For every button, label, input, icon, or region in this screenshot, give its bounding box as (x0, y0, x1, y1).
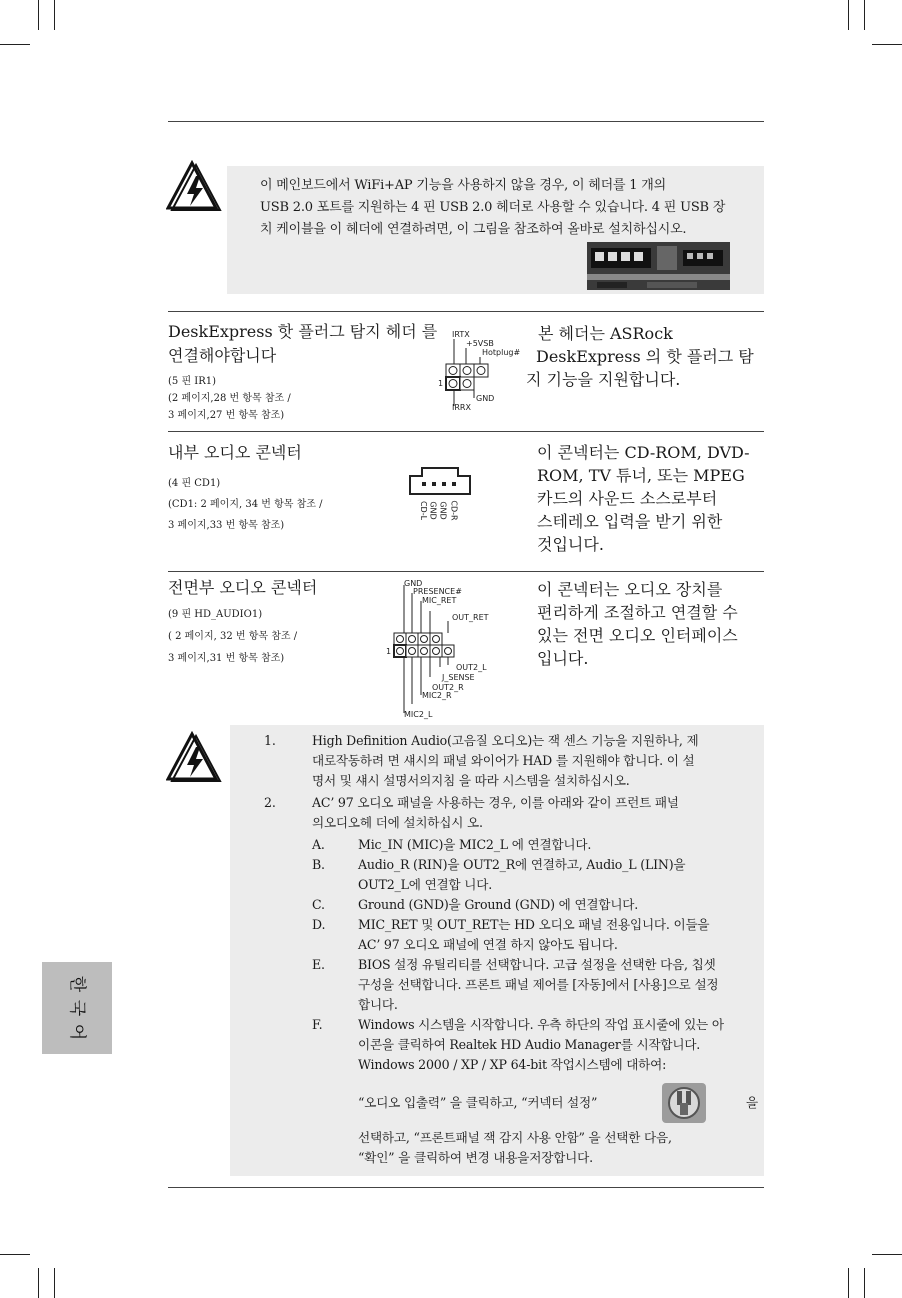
dx-title-line1: DeskExpress 핫 플러그 탐지 헤더 를 (168, 322, 438, 341)
text-line: High Definition Audio(고음질 오디오)는 잭 센스 기능을 지원하나, 제 (312, 733, 699, 748)
note-number: 2. (264, 795, 276, 810)
pin-mic2-l: MIC2_L (404, 710, 433, 719)
text-line: Mic_IN (MIC)을 MIC2_L 에 연결합니다. (358, 837, 592, 852)
pin-gnd: GND (404, 579, 423, 588)
rule-dx (168, 311, 764, 312)
cd-sub (168, 473, 428, 536)
cd-desc-line: 카드의 사운드 소스로부터 (537, 489, 718, 508)
cd-sub-line: (4 핀 CD1) (168, 478, 221, 489)
note-2-items (312, 835, 764, 1075)
side-language-tab (42, 962, 112, 1054)
text-line: AC’ 97 오디오 패널을 사용하는 경우, 이를 아래와 같이 프런트 패널 (312, 795, 679, 810)
item-text (358, 955, 718, 1015)
item-c (312, 895, 764, 915)
cd-desc (537, 441, 762, 556)
hd-desc-line: 입니다. (537, 649, 589, 668)
pin-mic-ret: MIC_RET (422, 596, 457, 605)
item-text (358, 915, 709, 955)
pin-out2-l: OUT2_L (456, 663, 487, 672)
hd-pin-diagram (380, 577, 526, 721)
hd-desc-line: 이 콘넥터는 오디오 장치를 (537, 580, 723, 599)
pin-irtx: IRTX (452, 330, 470, 339)
text-line: 합니다. (358, 997, 398, 1012)
rule-cd (168, 431, 764, 432)
pin-presence: PRESENCE# (413, 587, 462, 596)
pin-out2-r: OUT2_R (432, 683, 464, 692)
item-letter: D. (312, 917, 326, 932)
pin-gnd: GND (428, 501, 438, 520)
text-line: Ground (GND)을 Ground (GND) 에 연결합니다. (358, 897, 639, 912)
item-b (312, 855, 764, 895)
item-f-line4b: 을 (746, 1095, 758, 1110)
pin-5vsb: +5VSB (466, 339, 494, 348)
text-line: MIC_RET 및 OUT_RET는 HD 오디오 패널 전용입니다. 이들을 (358, 917, 710, 932)
text-line: 이 메인보드에서 WiFi+AP 기능을 사용하지 않을 경우, 이 헤더를 1 개의 (260, 178, 667, 193)
warning-triangle-icon (166, 731, 226, 785)
cd-pin-labels (414, 498, 474, 528)
text-line: 치 케이블을 이 헤더에 연결하려면, 이 그림을 참조하여 올바로 설치하십시오. (260, 222, 687, 237)
cd-desc-line: 이 콘넥터는 CD-ROM, DVD- (537, 443, 750, 462)
text-line: Audio_R (RIN)을 OUT2_R에 연결하고, Audio_L (LIN)을 (358, 857, 686, 872)
pin-gnd: GND (476, 394, 495, 403)
item-f-line4a: “오디오 입출력” 을 클릭하고, “커넥터 설정” (358, 1095, 598, 1110)
hd-sub-line: 3 페이지,31 번 항목 참조) (168, 653, 285, 664)
item-text (358, 1015, 724, 1075)
text-line: 구성을 선택합니다. 프론트 패널 제어를 [자동]에서 [사용]으로 설정 (358, 977, 719, 992)
item-f (312, 1015, 764, 1075)
cd-connector-diagram (408, 466, 472, 496)
warning-triangle-icon (166, 160, 226, 214)
dx-sub-line: (5 핀 IR1) (168, 376, 217, 387)
pin-1-marker: 1 (386, 647, 392, 656)
item-letter: A. (312, 837, 325, 852)
text-line: 이콘을 클릭하여 Realtek HD Audio Manager를 시작합니다. (358, 1037, 701, 1052)
pin-hotplug: Hotplug# (482, 348, 521, 357)
hd-desc (537, 578, 762, 670)
item-d (312, 915, 764, 955)
text-line: OUT2_L에 연결합 니다. (358, 877, 493, 892)
pin-1-marker: 1 (438, 379, 444, 388)
note-1-text (312, 731, 764, 791)
warning-text-wifi (260, 175, 765, 241)
pin-irrx: IRRX (452, 403, 471, 412)
cd-sub-line: 3 페이지,33 번 항목 참조) (168, 520, 285, 531)
cd-desc-line: 스테레오 입력을 받기 위한 (537, 512, 723, 531)
dx-sub-line: (2 페이지,28 번 항목 참조 / (168, 393, 291, 404)
dx-pin-diagram (432, 330, 522, 410)
text-line: 의오디오헤 더에 설치하십시 오. (312, 815, 483, 830)
side-tab-char: 어 (67, 1023, 87, 1041)
item-letter: B. (312, 857, 325, 872)
text-line: Windows 2000 / XP / XP 64-bit 작업시스템에 대하여: (358, 1057, 667, 1072)
dx-sub-line: 3 페이지,27 번 항목 참조) (168, 410, 285, 421)
dx-desc-line: 지 기능을 지원합니다. (526, 370, 681, 389)
text-line: Windows 시스템을 시작합니다. 우측 하단의 작업 표시줄에 있는 아 (358, 1017, 724, 1032)
hd-sub-line: ( 2 페이지, 32 번 항목 참조 / (168, 631, 298, 642)
hd-sub-line: (9 핀 HD_AUDIO1) (168, 609, 263, 620)
cd-desc-line: ROM, TV 튜너, 또는 MPEG (537, 466, 745, 485)
item-e (312, 955, 764, 1015)
bottom-rule (168, 1187, 764, 1188)
cd-desc-line: 것입니다. (537, 535, 604, 554)
text-line: BIOS 설정 유틸리티를 선택합니다. 고급 설정을 선택한 다음, 칩셋 (358, 957, 716, 972)
rule-hd (168, 571, 764, 572)
hd-desc-line: 있는 전면 오디오 인터페이스 (537, 626, 738, 645)
dx-title (168, 320, 458, 368)
item-f-line5: 선택하고, “프론트패널 잭 감지 사용 안함” 을 선택한 다음, (358, 1130, 672, 1145)
item-text (358, 855, 685, 895)
usb-header-photo (587, 242, 730, 290)
pin-cd-l: CD-L (419, 500, 429, 521)
cd-title: 내부 오디오 콘넥터 (168, 443, 302, 462)
pin-gnd: GND (438, 501, 448, 520)
dx-desc-line: DeskExpress 의 핫 플러그 탐 (536, 347, 754, 366)
hd-desc-line: 편리하게 조절하고 연결할 수 (537, 603, 738, 622)
item-letter: E. (312, 957, 325, 972)
dx-desc (526, 322, 766, 391)
item-f-line6: “확인” 을 클릭하여 변경 내용을저장합니다. (358, 1150, 593, 1165)
dx-desc-line: 본 헤더는 ASRock (538, 324, 673, 343)
pin-out-ret: OUT_RET (452, 613, 489, 622)
side-tab-char: 국 (67, 999, 87, 1017)
connector-settings-icon (662, 1083, 706, 1123)
top-rule (168, 121, 764, 122)
item-a (312, 835, 764, 855)
text-line: 명서 및 섀시 설명서의지침 을 따라 시스템을 설치하십시오. (312, 773, 630, 788)
side-tab-char: 한 (67, 975, 87, 993)
cd-sub-line: (CD1: 2 페이지, 34 번 항목 참조 / (168, 499, 323, 510)
text-line: AC’ 97 오디오 패널에 연결 하지 않아도 됩니다. (358, 937, 618, 952)
dx-title-line2: 연결해야합니다 (168, 346, 277, 365)
dx-sub (168, 373, 428, 424)
note-number: 1. (264, 733, 276, 748)
hd-title: 전면부 오디오 콘넥터 (168, 578, 318, 597)
text-line: 대로작동하려 면 섀시의 패널 와이어가 HAD 를 지원해야 합니다. 이 설 (312, 753, 695, 768)
text-line: USB 2.0 포트를 지원하는 4 핀 USB 2.0 헤더로 사용할 수 있습니다. 4 핀 USB 장 (260, 200, 726, 215)
item-letter: F. (312, 1017, 323, 1032)
item-letter: C. (312, 897, 325, 912)
note-2-text (312, 793, 764, 833)
pin-j-sense: J_SENSE (442, 673, 475, 682)
pin-mic2-r: MIC2_R (422, 691, 452, 700)
pin-cd-r: CD-R (449, 500, 459, 521)
